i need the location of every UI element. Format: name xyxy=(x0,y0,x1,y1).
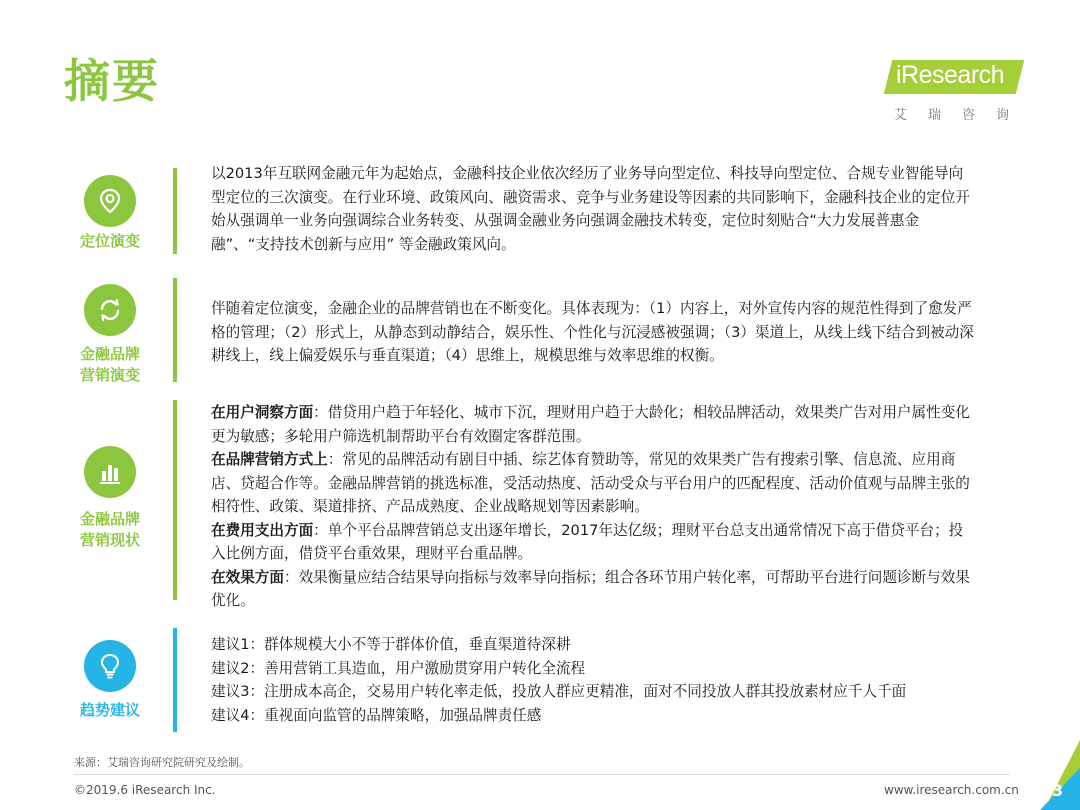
paragraph: 建议4：重视面向监管的品牌策略，加强品牌责任感 xyxy=(211,706,542,724)
footer-divider xyxy=(74,774,1010,775)
location-pin-icon xyxy=(84,175,136,227)
page-title: 摘要 xyxy=(64,54,160,108)
source-note: 来源：艾瑞咨询研究院研究及绘制。 xyxy=(74,756,250,769)
paragraph: 伴随着定位演变，金融企业的品牌营销也在不断变化。具体表现为：（1）内容上，对外宣传内容的规范性得到了愈发严格的管理；（2）形式上，从静态到动静结合，娱乐性、个性化与沉浸感被强调；（3）渠道上，从线上线下结合到被动深耕线上，线上偏爱娱乐与垂直渠道；（4）思维上，规模思维与效率思维的权衡。 xyxy=(211,300,974,364)
section-label: 金融品牌 营销现状 xyxy=(79,510,140,549)
section-body xyxy=(211,162,975,256)
section-divider xyxy=(173,628,177,732)
section-body xyxy=(211,633,975,727)
paragraph: 在用户洞察方面：借贷用户趋于年轻化、城市下沉，理财用户趋于大龄化；相较品牌活动，效果类广告对用户属性变化更为敏感；多轮用户筛选机制帮助平台有效圈定客群范围。 xyxy=(211,404,970,445)
paragraph: 建议3：注册成本高企，交易用户转化率走低，投放人群应更精准，面对不同投放人群其投放素材应千人千面 xyxy=(211,683,907,700)
section-body xyxy=(211,297,975,368)
section-divider xyxy=(173,168,177,254)
logo-wordmark: iResearch xyxy=(896,61,1005,89)
paragraph: 建议2：善用营销工具造血，用户激励贯穿用户转化全流程 xyxy=(211,659,586,677)
copyright: ©2019.6 iResearch Inc. xyxy=(74,783,216,797)
iresearch-logo xyxy=(888,56,1048,126)
paragraph: 在效果方面：效果衡量应结合结果导向指标与效率导向指标；组合各环节用户转化率，可帮助平台进行问题诊断与效果优化。 xyxy=(211,568,970,609)
logo-subtitle: 艾瑞咨询 xyxy=(894,108,1031,123)
section-body xyxy=(211,401,975,613)
section-label: 定位演变 xyxy=(79,232,140,250)
paragraph: 在品牌营销方式上：常见的品牌活动有剧目中插、综艺体育赞助等，常见的效果类广告有搜索引擎、信息流、应用商店、贷超合作等。金融品牌营销的挑选标准，受活动热度、活动受众与平台用户的匹配程度、活动价值观与品牌主张的相符性、政策、渠道排挤、产品成熟度、企业战略规划等因素影响。 xyxy=(211,451,970,515)
section-divider xyxy=(173,400,177,600)
section-label: 趋势建议 xyxy=(79,701,140,719)
paragraph: 以2013年互联网金融元年为起始点，金融科技企业依次经历了业务导向型定位、科技导向型定位、合规专业智能导向型定位的三次演变。在行业环境、政策风向、融资需求、竞争与业务建设等因素的共同影响下，金融科技企业的定位开始从强调单一业务向强调综合业务转变、从强调金融业务向强调金融技术转变，定位时刻贴合“大力发展普惠金融”、“支持技术创新与应用” 等金融政策风向。 xyxy=(211,165,970,253)
lightbulb-icon xyxy=(84,640,136,692)
refresh-cycle-icon xyxy=(84,284,136,336)
paragraph: 在费用支出方面：单个平台品牌营销总支出逐年增长，2017年达亿级；理财平台总支出通常情况下高于借贷平台；投入比例方面，借贷平台重效果，理财平台重品牌。 xyxy=(211,521,964,562)
website-url: www.iresearch.com.cn xyxy=(884,783,1019,797)
section-divider xyxy=(173,278,177,382)
section-label: 金融品牌 营销演变 xyxy=(79,345,140,384)
paragraph: 建议1：群体规模大小不等于群体价值，垂直渠道待深耕 xyxy=(211,636,571,653)
bar-chart-icon xyxy=(84,446,136,498)
page-number: 3 xyxy=(1052,781,1064,800)
